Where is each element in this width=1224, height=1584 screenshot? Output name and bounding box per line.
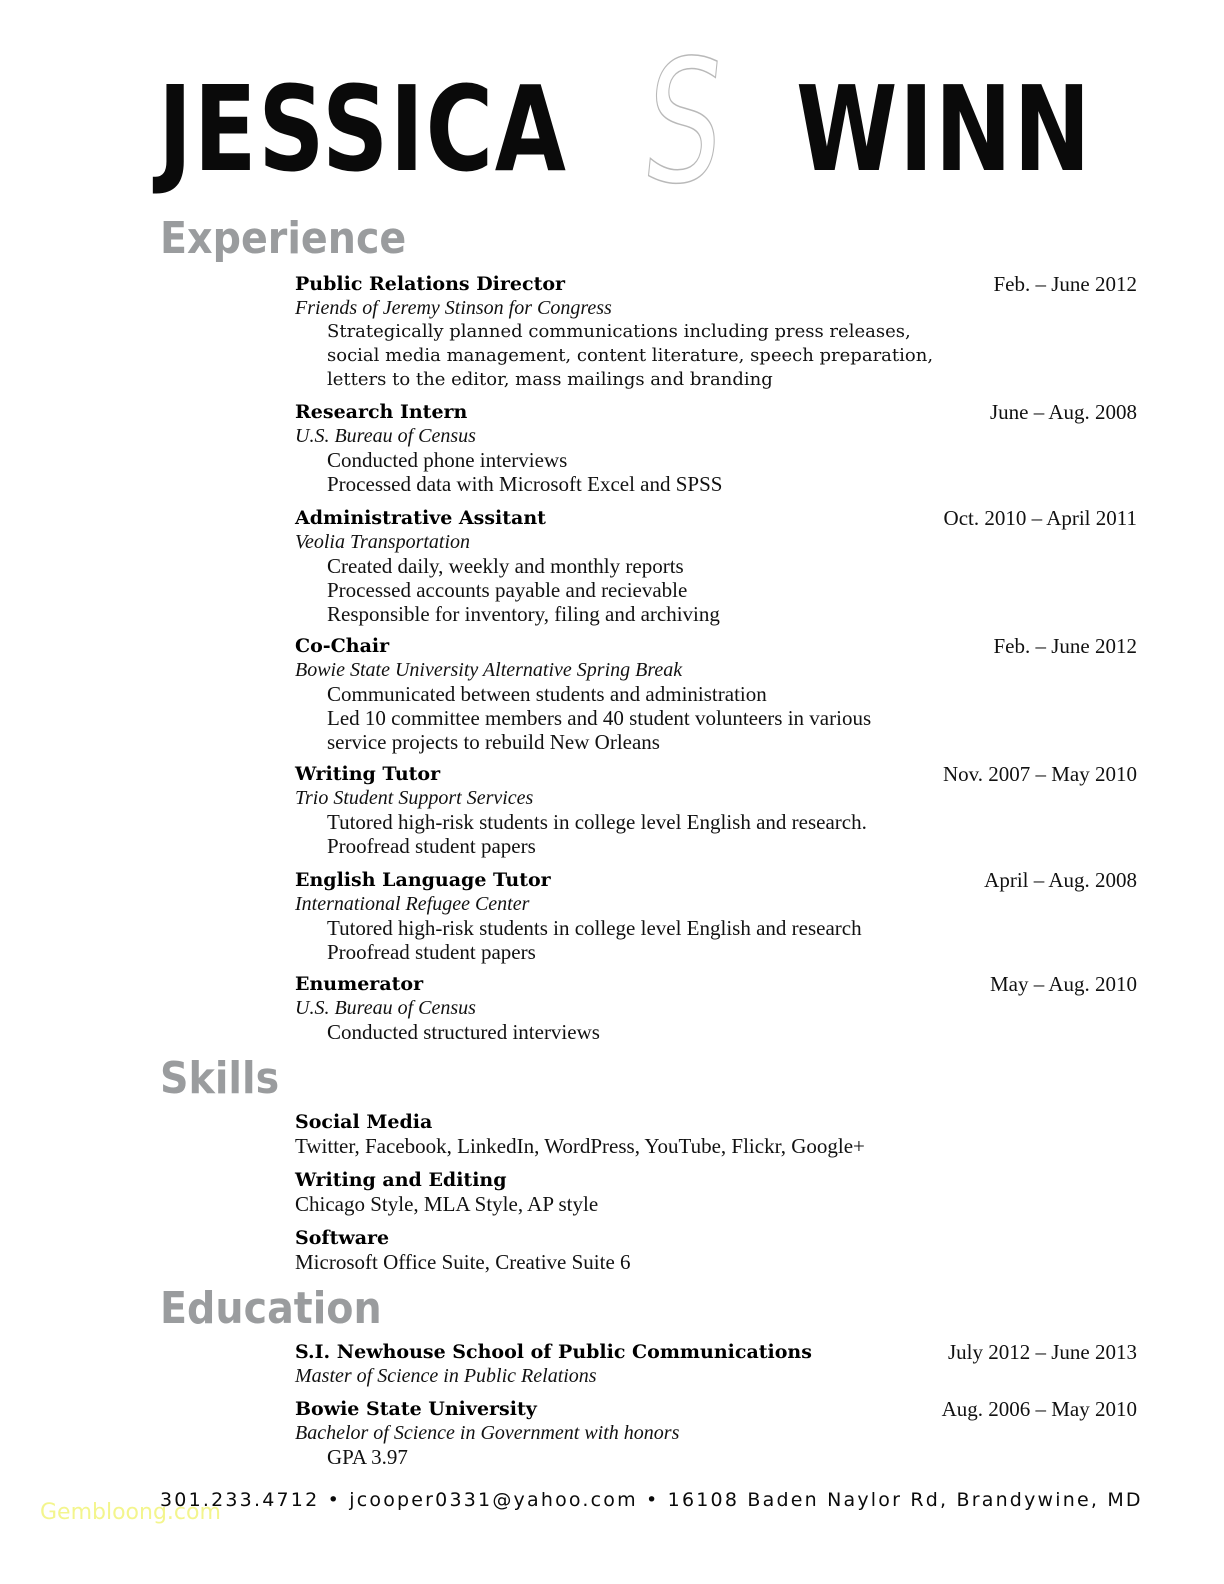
job-description-line: Proofread student papers [327, 940, 536, 964]
experience-entry [295, 762, 1137, 858]
job-organization: U.S. Bureau of Census [295, 425, 476, 447]
experience-entry [295, 272, 1137, 392]
first-name: JESSICA [158, 60, 568, 198]
skill-group-value: Microsoft Office Suite, Creative Suite 6 [295, 1250, 631, 1274]
job-description-line: Tutored high-risk students in college level English and research. [327, 810, 867, 834]
job-organization: Bowie State University Alternative Spring Break [295, 659, 683, 681]
experience-entry [295, 972, 1137, 1044]
job-date: Feb. – June 2012 [993, 272, 1137, 296]
watermark: Gembloong.com [40, 1500, 221, 1525]
job-description-line: Tutored high-risk students in college level English and research [327, 916, 862, 940]
job-description-line: service projects to rebuild New Orleans [327, 730, 660, 754]
education-date: Aug. 2006 – May 2010 [941, 1397, 1137, 1421]
skill-group [295, 1226, 1137, 1274]
experience-heading: Experience [160, 213, 407, 264]
job-organization: U.S. Bureau of Census [295, 997, 476, 1019]
skill-group-title: Software [295, 1227, 390, 1249]
skill-group-value: Chicago Style, MLA Style, AP style [295, 1192, 599, 1216]
job-description-line: Proofread student papers [327, 834, 536, 858]
job-description-line: Processed accounts payable and recievable [327, 578, 688, 602]
job-description-line: Conducted phone interviews [327, 448, 568, 472]
middle-initial-outline: S [635, 24, 734, 222]
contact-info: 301.233.4712 • jcooper0331@yahoo.com • 16108 Baden Naylor Rd, Brandywine, MD [160, 1489, 1143, 1511]
name-header [156, 24, 1146, 222]
job-description-line: Conducted structured interviews [327, 1020, 600, 1044]
education-heading: Education [160, 1283, 382, 1334]
experience-entry [295, 506, 1137, 626]
skill-group-title: Writing and Editing [295, 1169, 507, 1191]
job-date: Feb. – June 2012 [993, 634, 1137, 658]
job-title: Writing Tutor [295, 763, 441, 785]
last-name: WINN [796, 60, 1093, 198]
job-title: Public Relations Director [295, 273, 566, 295]
experience-entry [295, 868, 1137, 964]
job-date: June – Aug. 2008 [990, 400, 1137, 424]
job-date: May – Aug. 2010 [990, 972, 1137, 996]
job-description-line: Led 10 committee members and 40 student volunteers in various [327, 706, 872, 730]
skill-group-value: Twitter, Facebook, LinkedIn, WordPress, YouTube, Flickr, Google+ [295, 1134, 865, 1158]
job-description-line: Communicated between students and administration [327, 682, 767, 706]
school-name: S.I. Newhouse School of Public Communications [295, 1341, 812, 1363]
education-entry [295, 1397, 1137, 1469]
job-description-line: letters to the editor, mass mailings and branding [327, 369, 773, 390]
skills-heading: Skills [160, 1053, 280, 1104]
job-organization: International Refugee Center [295, 893, 530, 915]
job-title: English Language Tutor [295, 869, 551, 891]
job-organization: Friends of Jeremy Stinson for Congress [295, 297, 612, 319]
job-description-line: social media management, content literature, speech preparation, [327, 345, 934, 366]
gpa: GPA 3.97 [327, 1445, 408, 1469]
skill-group-title: Social Media [295, 1111, 433, 1133]
skill-group [295, 1110, 1137, 1158]
job-title: Enumerator [295, 973, 424, 995]
job-date: Nov. 2007 – May 2010 [942, 762, 1137, 786]
skill-group [295, 1168, 1137, 1216]
job-organization: Trio Student Support Services [295, 787, 534, 809]
degree: Master of Science in Public Relations [295, 1365, 597, 1387]
school-name: Bowie State University [295, 1398, 537, 1420]
job-title: Co-Chair [295, 635, 390, 657]
job-description-line: Processed data with Microsoft Excel and SPSS [327, 472, 723, 496]
degree: Bachelor of Science in Government with honors [295, 1422, 680, 1444]
job-title: Research Intern [295, 401, 468, 423]
job-description-line: Strategically planned communications including press releases, [327, 321, 911, 342]
job-description-line: Created daily, weekly and monthly reports [327, 554, 684, 578]
experience-entry [295, 400, 1137, 496]
job-date: Oct. 2010 – April 2011 [943, 506, 1137, 530]
education-entry [295, 1340, 1137, 1388]
job-organization: Veolia Transportation [295, 531, 471, 553]
job-date: April – Aug. 2008 [984, 868, 1137, 892]
job-title: Administrative Assitant [295, 507, 546, 529]
education-date: July 2012 – June 2013 [948, 1340, 1137, 1364]
experience-entry [295, 634, 1137, 754]
job-description-line: Responsible for inventory, filing and archiving [327, 602, 720, 626]
